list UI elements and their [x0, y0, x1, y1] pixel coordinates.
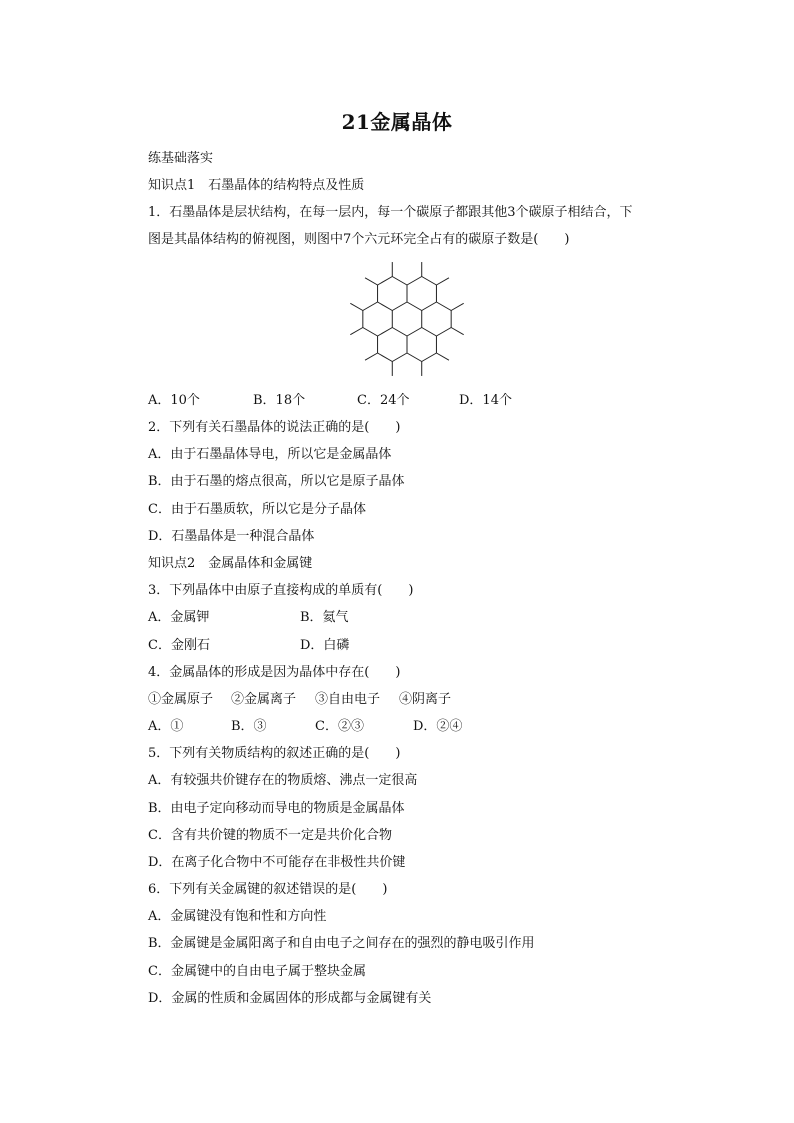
q3-option-b: B．氦气	[300, 610, 349, 625]
q4-item-4: ④阴离子	[399, 692, 452, 707]
carbon-bond	[422, 277, 437, 286]
q4-option-a: A．①	[148, 719, 184, 734]
q4-option-c: C．②③	[315, 719, 364, 734]
q5-stem: 5．下列有关物质结构的叙述正确的是( )	[148, 746, 401, 761]
carbon-bond	[407, 328, 422, 337]
q6-option-d: D．金属的性质和金属固体的形成都与金属键有关	[148, 991, 432, 1006]
q1-option-a: A．10个	[148, 393, 200, 408]
carbon-bond	[422, 328, 437, 337]
q1-stem-line2: 图是其晶体结构的俯视图，则图中7个六元环完全占有的碳原子数是( )	[148, 232, 570, 247]
q2-option-b: B．由于石墨的熔点很高，所以它是原子晶体	[148, 474, 405, 489]
q4-item-2: ②金属离子	[231, 692, 297, 707]
carbon-bond	[407, 353, 422, 362]
q2-stem: 2．下列有关石墨晶体的说法正确的是( )	[148, 420, 401, 435]
graphite-lattice-diagram	[340, 255, 475, 383]
q6-option-b: B．金属键是金属阳离子和自由电子之间存在的强烈的静电吸引作用	[148, 936, 535, 951]
carbon-bond	[407, 277, 422, 286]
carbon-dangling-bond	[436, 278, 449, 285]
carbon-bond	[378, 302, 393, 311]
q3-stem: 3．下列晶体中由原子直接构成的单质有( )	[148, 583, 414, 598]
carbon-bond	[392, 277, 407, 286]
carbon-bond	[422, 353, 437, 362]
carbon-dangling-bond	[451, 303, 464, 310]
carbon-bond	[392, 328, 407, 337]
q1-option-b: B．18个	[253, 393, 306, 408]
carbon-dangling-bond	[365, 278, 378, 285]
knowledge-point-1: 知识点1 石墨晶体的结构特点及性质	[148, 178, 365, 193]
carbon-dangling-bond	[350, 303, 363, 310]
q5-option-c: C．含有共价键的物质不一定是共价化合物	[148, 828, 392, 843]
carbon-bond	[363, 328, 378, 337]
q5-option-a: A．有较强共价键存在的物质熔、沸点一定很高	[148, 773, 418, 788]
q3-option-d: D．白磷	[300, 638, 350, 653]
q2-option-a: A．由于石墨晶体导电，所以它是金属晶体	[148, 447, 392, 462]
q1-option-c: C．24个	[357, 393, 410, 408]
page-title: 21金属晶体	[341, 110, 453, 134]
carbon-dangling-bond	[451, 328, 464, 335]
carbon-bond	[436, 302, 451, 311]
q5-option-b: B．由电子定向移动而导电的物质是金属晶体	[148, 801, 405, 816]
knowledge-point-2: 知识点2 金属晶体和金属键	[148, 556, 313, 571]
q2-option-d: D．石墨晶体是一种混合晶体	[148, 529, 315, 544]
carbon-dangling-bond	[436, 353, 449, 360]
q3-option-a: A．金属钾	[148, 610, 210, 625]
section-heading: 练基础落实	[148, 151, 214, 166]
carbon-bond	[378, 277, 393, 286]
q1-option-d: D．14个	[459, 393, 512, 408]
carbon-bond	[407, 302, 422, 311]
q6-option-c: C．金属键中的自由电子属于整块金属	[148, 964, 366, 979]
carbon-bond	[363, 302, 378, 311]
carbon-bond	[392, 302, 407, 311]
carbon-bond	[436, 328, 451, 337]
q4-option-b: B．③	[231, 719, 267, 734]
q6-stem: 6．下列有关金属键的叙述错误的是( )	[148, 882, 388, 897]
carbon-dangling-bond	[350, 328, 363, 335]
carbon-bond	[392, 353, 407, 362]
q4-item-3: ③自由电子	[315, 692, 381, 707]
q4-option-d: D．②④	[413, 719, 463, 734]
q5-option-d: D．在离子化合物中不可能存在非极性共价键	[148, 855, 406, 870]
q1-stem-line1: 1．石墨晶体是层状结构，在每一层内，每一个碳原子都跟其他3个碳原子相结合，下	[148, 205, 633, 220]
q6-option-a: A．金属键没有饱和性和方向性	[148, 909, 327, 924]
q2-option-c: C．由于石墨质软，所以它是分子晶体	[148, 502, 366, 517]
q4-stem: 4．金属晶体的形成是因为晶体中存在( )	[148, 665, 401, 680]
q4-item-1: ①金属原子	[148, 692, 214, 707]
carbon-bond	[378, 353, 393, 362]
carbon-dangling-bond	[365, 353, 378, 360]
carbon-bond	[422, 302, 437, 311]
carbon-bond	[378, 328, 393, 337]
q3-option-c: C．金刚石	[148, 638, 210, 653]
